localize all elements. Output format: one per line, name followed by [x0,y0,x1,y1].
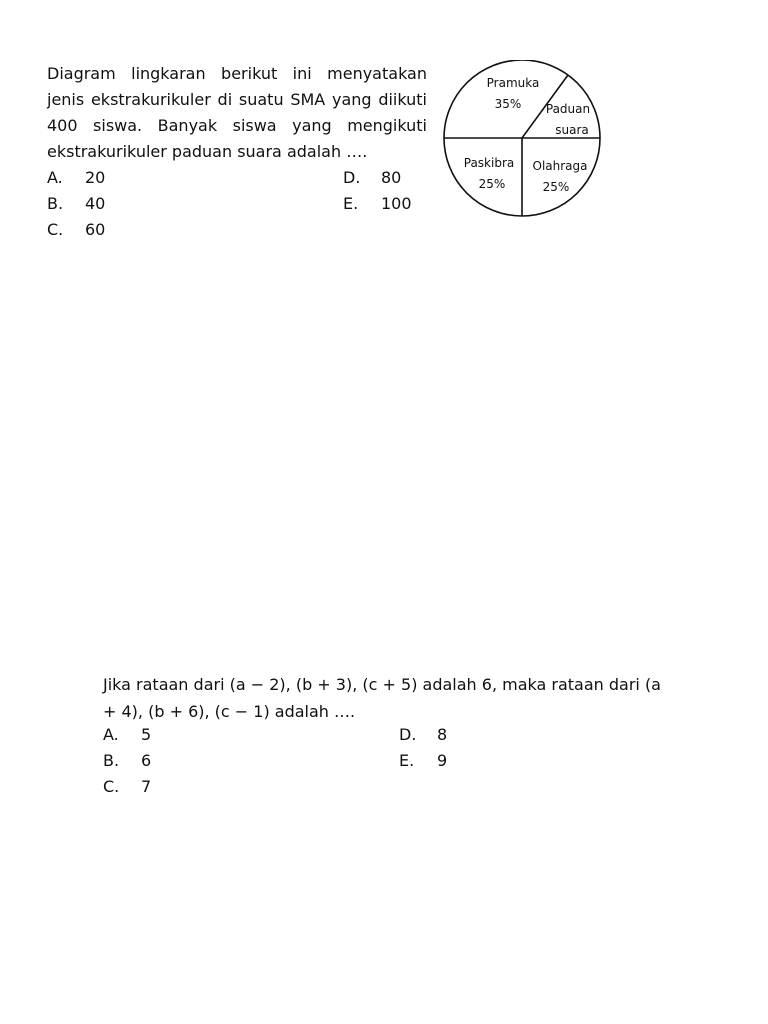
option-letter: B. [47,194,64,213]
slice-label-paskibra: Paskibra [463,156,515,170]
q2-option-d[interactable] [399,722,447,748]
pie-chart [440,60,610,220]
q2-option-a[interactable] [103,722,151,748]
option-value: 5 [141,725,152,744]
q1-option-e[interactable] [343,191,412,217]
slice-label-paduan-2: suara [555,123,589,137]
option-value: 7 [141,777,152,796]
option-value: 6 [141,751,152,770]
q2-option-e[interactable] [399,748,447,774]
slice-value-paskibra: 25% [478,177,506,191]
question-2-text: Jika rataan dari (a − 2), (b + 3), (c + 5) adalah 6, maka rataan dari (a + 4), (b + 6), (c − 1) adalah …. [103,675,661,721]
option-letter: A. [47,168,63,187]
option-letter: E. [343,194,359,213]
q1-option-c[interactable] [47,217,105,243]
q1-option-d[interactable] [343,165,401,191]
option-value: 80 [381,168,402,187]
slice-label-olahraga: Olahraga [532,159,588,173]
option-letter: C. [103,777,120,796]
option-letter: C. [47,220,64,239]
option-value: 20 [85,168,106,187]
option-letter: D. [343,168,361,187]
option-value: 100 [381,194,412,213]
slice-value-olahraga: 25% [542,180,570,194]
q1-option-b[interactable] [47,191,105,217]
q1-option-a[interactable] [47,165,105,191]
slice-label-paduan-1: Paduan [545,102,591,116]
q2-option-b[interactable] [103,748,151,774]
option-value: 40 [85,194,106,213]
option-value: 8 [437,725,448,744]
option-value: 60 [85,220,106,239]
option-letter: A. [103,725,119,744]
option-letter: E. [399,751,415,770]
question-1-text: Diagram lingkaran berikut ini menyatakan jenis ekstrakurikuler di suatu SMA yang diikuti 400 siswa. Banyak siswa yang mengikuti ekstrakurikuler paduan suara adalah …. [47,64,427,161]
option-value: 9 [437,751,448,770]
q2-option-c[interactable] [103,774,151,800]
slice-label-pramuka: Pramuka [486,76,540,90]
option-letter: B. [103,751,120,770]
option-letter: D. [399,725,417,744]
slice-value-pramuka: 35% [494,97,522,111]
